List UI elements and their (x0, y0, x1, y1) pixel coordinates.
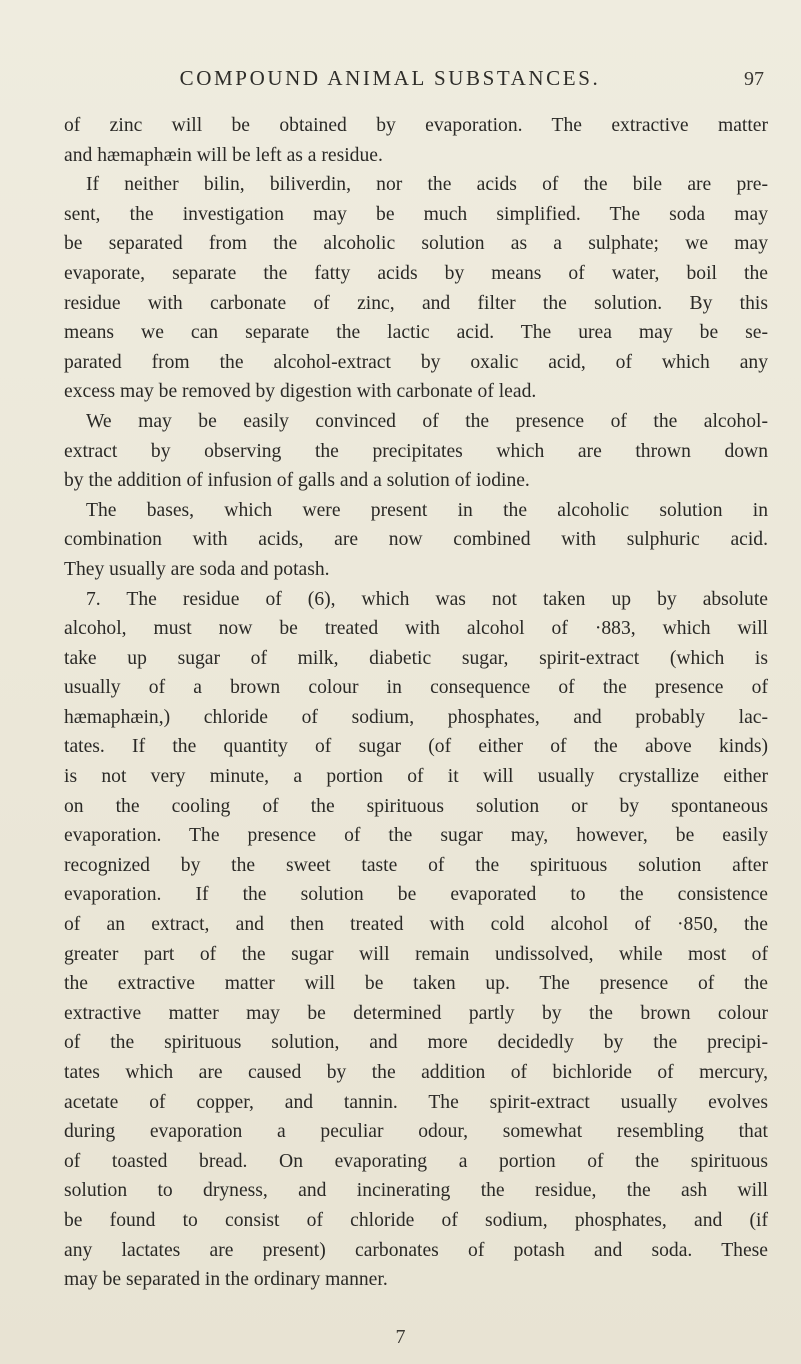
text-line: combination with acids, are now combined with sulphuric acid. (64, 529, 768, 551)
running-title: COMPOUND ANIMAL SUBSTANCES. (179, 66, 601, 90)
text-line: be found to consist of chloride of sodium, phosphates, and (if (64, 1209, 768, 1231)
text-line: evaporation. The presence of the sugar may, however, be easily (64, 825, 768, 847)
text-line: is not very minute, a portion of it will usually crystallize either (64, 766, 768, 788)
signature-mark: 7 (395, 1326, 406, 1348)
text-line: the extractive matter will be taken up. The presence of the (64, 973, 768, 995)
text-line: recognized by the sweet taste of the spirituous solution after (64, 854, 768, 876)
text-line: sent, the investigation may be much simplified. The soda may (64, 203, 768, 225)
text-line: extract by observing the precipitates which are thrown down (64, 440, 768, 462)
paragraph-start-line: We may be easily convinced of the presence of the alcohol- (86, 410, 768, 432)
text-line: take up sugar of milk, diabetic sugar, spirit-extract (which is (64, 647, 768, 669)
text-line: by the addition of infusion of galls and a solution of iodine. (64, 470, 530, 492)
text-line: of zinc will be obtained by evaporation. The extractive matter (64, 115, 768, 136)
text-line: They usually are soda and potash. (64, 558, 330, 580)
running-head (0, 66, 801, 106)
text-line: acetate of copper, and tannin. The spirit-extract usually evolves (64, 1091, 768, 1113)
text-line: on the cooling of the spirituous solution or by spontaneous (64, 795, 768, 817)
text-line: evaporate, separate the fatty acids by means of water, boil the (64, 262, 768, 284)
text-line: of toasted bread. On evaporating a portion of the spirituous (64, 1150, 768, 1172)
text-line: hæmaphæin,) chloride of sodium, phosphates, and probably lac- (64, 706, 768, 728)
text-line: alcohol, must now be treated with alcohol of ·883, which will (64, 618, 768, 640)
paragraph-start-line: If neither bilin, biliverdin, nor the acids of the bile are pre- (86, 174, 768, 196)
text-line: solution to dryness, and incinerating the residue, the ash will (64, 1180, 768, 1202)
paragraph-start-line: The bases, which were present in the alcoholic solution in (86, 499, 768, 521)
text-line: may be separated in the ordinary manner. (64, 1269, 388, 1291)
paragraph-start-line: 7. The residue of (6), which was not taken up by absolute (86, 588, 768, 610)
text-line: be separated from the alcoholic solution as a sulphate; we may (64, 233, 768, 255)
text-line: usually of a brown colour in consequence of the presence of (64, 677, 768, 699)
text-line: extractive matter may be determined partly by the brown colour (64, 1002, 768, 1024)
text-line: parated from the alcohol-extract by oxalic acid, of which any (64, 351, 768, 373)
body-text (64, 111, 768, 1295)
text-line: means we can separate the lactic acid. The urea may be se- (64, 322, 768, 344)
text-line: residue with carbonate of zinc, and filter the solution. By this (64, 292, 768, 314)
text-line: tates which are caused by the addition of bichloride of mercury, (64, 1062, 768, 1083)
text-line: during evaporation a peculiar odour, somewhat resembling that (64, 1121, 768, 1143)
text-line: and hæmaphæin will be left as a residue. (64, 144, 383, 166)
text-line: tates. If the quantity of sugar (of either of the above kinds) (64, 736, 768, 758)
text-line: of an extract, and then treated with cold alcohol of ·850, the (64, 914, 768, 936)
text-line: evaporation. If the solution be evaporated to the consistence (64, 884, 768, 906)
text-line: greater part of the sugar will remain undissolved, while most of (64, 943, 768, 965)
page-number: 97 (744, 68, 764, 90)
text-line: any lactates are present) carbonates of potash and soda. These (64, 1239, 768, 1261)
text-line: of the spirituous solution, and more decidedly by the precipi- (64, 1032, 768, 1054)
text-line: excess may be removed by digestion with carbonate of lead. (64, 381, 537, 403)
